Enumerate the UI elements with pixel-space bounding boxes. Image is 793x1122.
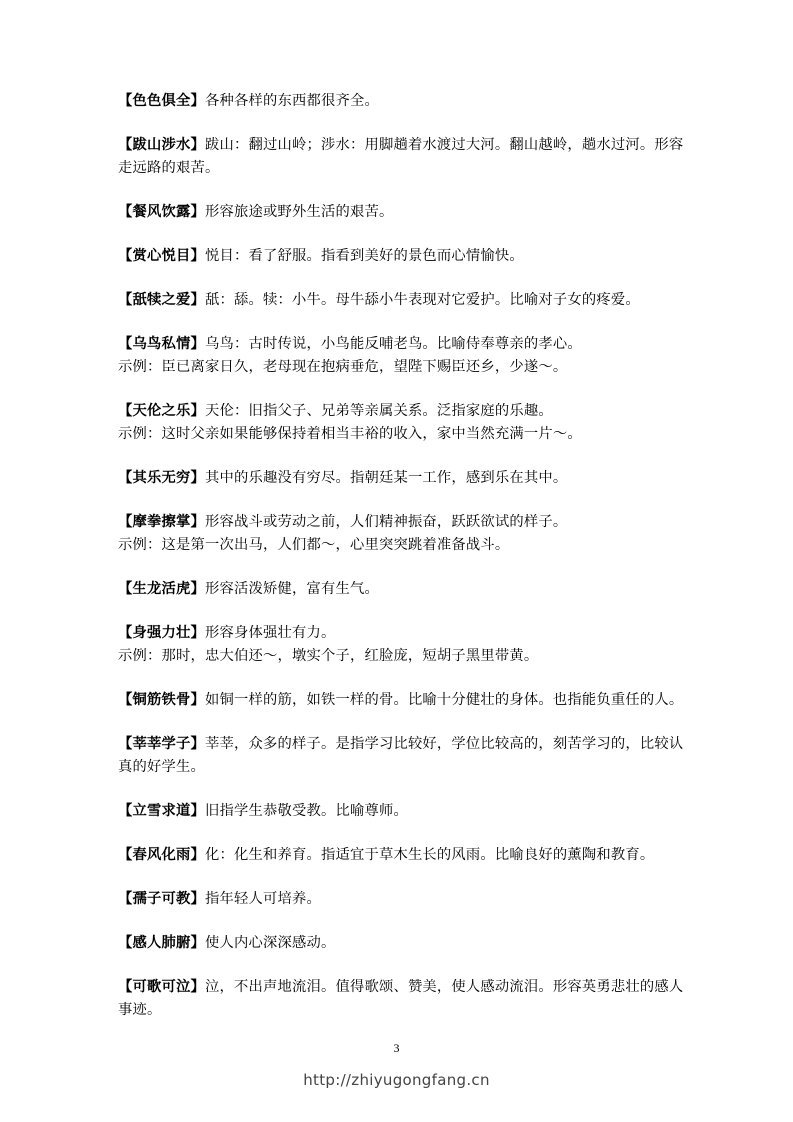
idiom-definition-line	[118, 733, 684, 779]
idiom-entry	[118, 800, 684, 823]
idiom-definition-line	[118, 888, 684, 911]
idiom-entry	[118, 578, 684, 601]
idiom-term: 【生龙活虎】	[118, 581, 205, 597]
idiom-term: 【色色俱全】	[118, 93, 205, 109]
idiom-entry	[118, 90, 684, 113]
idiom-definition-line	[118, 844, 684, 867]
idiom-entry	[118, 201, 684, 224]
idiom-term: 【可歌可泣】	[118, 979, 205, 995]
idiom-definition: 指年轻人可培养。	[204, 891, 321, 907]
idiom-entry	[118, 622, 684, 668]
idiom-entry	[118, 467, 684, 490]
idiom-definition-line	[118, 578, 684, 601]
idiom-entry	[118, 844, 684, 867]
idiom-definition: 悦目：看了舒服。指看到美好的景色而心情愉快。	[204, 248, 524, 264]
idiom-definition: 形容战斗或劳动之前，人们精神振奋，跃跃欲试的样子。	[204, 514, 568, 530]
idiom-term: 【莘莘学子】	[118, 736, 205, 752]
idiom-entry	[118, 511, 684, 557]
idiom-term: 【孺子可教】	[118, 891, 205, 907]
idiom-entry	[118, 689, 684, 712]
idiom-definition: 跋山：翻过山岭；涉水：用脚趟着水渡过大河。翻山越岭，趟水过河。形容走远路的艰苦。	[118, 137, 684, 176]
idiom-definition: 形容旅途或野外生活的艰苦。	[204, 204, 394, 220]
idiom-term: 【其乐无穷】	[118, 470, 205, 486]
idiom-definition-line	[118, 467, 684, 490]
idiom-definition-line	[118, 622, 684, 645]
idiom-definition-line	[118, 201, 684, 224]
idiom-definition: 化：化生和养育。指适宜于草木生长的风雨。比喻良好的薰陶和教育。	[204, 847, 655, 863]
idiom-example: 示例：臣已离家日久，老母现在抱病垂危，望陛下赐臣还乡，少遂～。	[118, 359, 568, 375]
idiom-term: 【赏心悦目】	[118, 248, 205, 264]
idiom-definition: 形容活泼矫健，富有生气。	[204, 581, 379, 597]
idiom-definition: 各种各样的东西都很齐全。	[204, 93, 379, 109]
idiom-definition-line	[118, 932, 684, 955]
idiom-list	[118, 90, 684, 1043]
idiom-definition: 天伦：旧指父子、兄弟等亲属关系。泛指家庭的乐趣。	[204, 403, 553, 419]
idiom-term: 【铜筋铁骨】	[118, 692, 205, 708]
idiom-definition: 形容身体强壮有力。	[204, 625, 336, 641]
idiom-definition: 舐：舔。犊：小牛。母牛舔小牛表现对它爱护。比喻对子女的疼爱。	[204, 292, 640, 308]
idiom-definition-line	[118, 134, 684, 180]
idiom-term: 【舐犊之爱】	[118, 292, 205, 308]
idiom-definition-line	[118, 511, 684, 534]
idiom-definition: 使人内心深深感动。	[204, 935, 336, 951]
idiom-entry	[118, 134, 684, 180]
idiom-term: 【感人肺腑】	[118, 935, 205, 951]
idiom-term: 【跋山涉水】	[118, 137, 205, 153]
idiom-entry	[118, 289, 684, 312]
idiom-definition-line	[118, 333, 684, 356]
idiom-definition: 其中的乐趣没有穷尽。指朝廷某一工作，感到乐在其中。	[204, 470, 568, 486]
idiom-definition-line	[118, 976, 684, 1022]
idiom-term: 【天伦之乐】	[118, 403, 205, 419]
idiom-definition-line	[118, 90, 684, 113]
idiom-entry	[118, 976, 684, 1022]
idiom-definition-line	[118, 289, 684, 312]
idiom-definition: 如铜一样的筋，如铁一样的骨。比喻十分健壮的身体。也指能负重任的人。	[204, 692, 684, 708]
idiom-entry	[118, 400, 684, 446]
idiom-example: 示例：那时，忠大伯还～，墩实个子，红脸庞，短胡子黑里带黄。	[118, 648, 539, 664]
idiom-definition: 泣，不出声地流泪。值得歌颂、赞美，使人感动流泪。形容英勇悲壮的感人事迹。	[118, 979, 684, 1018]
idiom-entry	[118, 733, 684, 779]
idiom-definition: 乌鸟：古时传说，小鸟能反哺老鸟。比喻侍奉尊亲的孝心。	[204, 336, 582, 352]
idiom-term: 【乌鸟私情】	[118, 336, 205, 352]
idiom-example: 示例：这时父亲如果能够保持着相当丰裕的收入，家中当然充满一片～。	[118, 426, 582, 442]
idiom-term: 【立雪求道】	[118, 803, 205, 819]
idiom-definition-line	[118, 245, 684, 268]
idiom-term: 【摩拳擦掌】	[118, 514, 205, 530]
idiom-definition: 莘莘，众多的样子。是指学习比较好，学位比较高的，刻苦学习的，比较认真的好学生。	[118, 736, 684, 775]
idiom-term: 【身强力壮】	[118, 625, 205, 641]
idiom-definition-line	[118, 400, 684, 423]
idiom-term: 【餐风饮露】	[118, 204, 205, 220]
page-number: 3	[393, 1041, 400, 1055]
idiom-term: 【春风化雨】	[118, 847, 205, 863]
footer-url[interactable]: http://zhiyugongfang.cn	[303, 1071, 490, 1089]
idiom-definition-line	[118, 689, 684, 712]
idiom-definition-line	[118, 800, 684, 823]
idiom-entry	[118, 245, 684, 268]
idiom-example: 示例：这是第一次出马，人们都～，心里突突跳着准备战斗。	[118, 537, 510, 553]
idiom-entry	[118, 888, 684, 911]
idiom-definition: 旧指学生恭敬受教。比喻尊师。	[204, 803, 408, 819]
idiom-entry	[118, 333, 684, 379]
idiom-entry	[118, 932, 684, 955]
